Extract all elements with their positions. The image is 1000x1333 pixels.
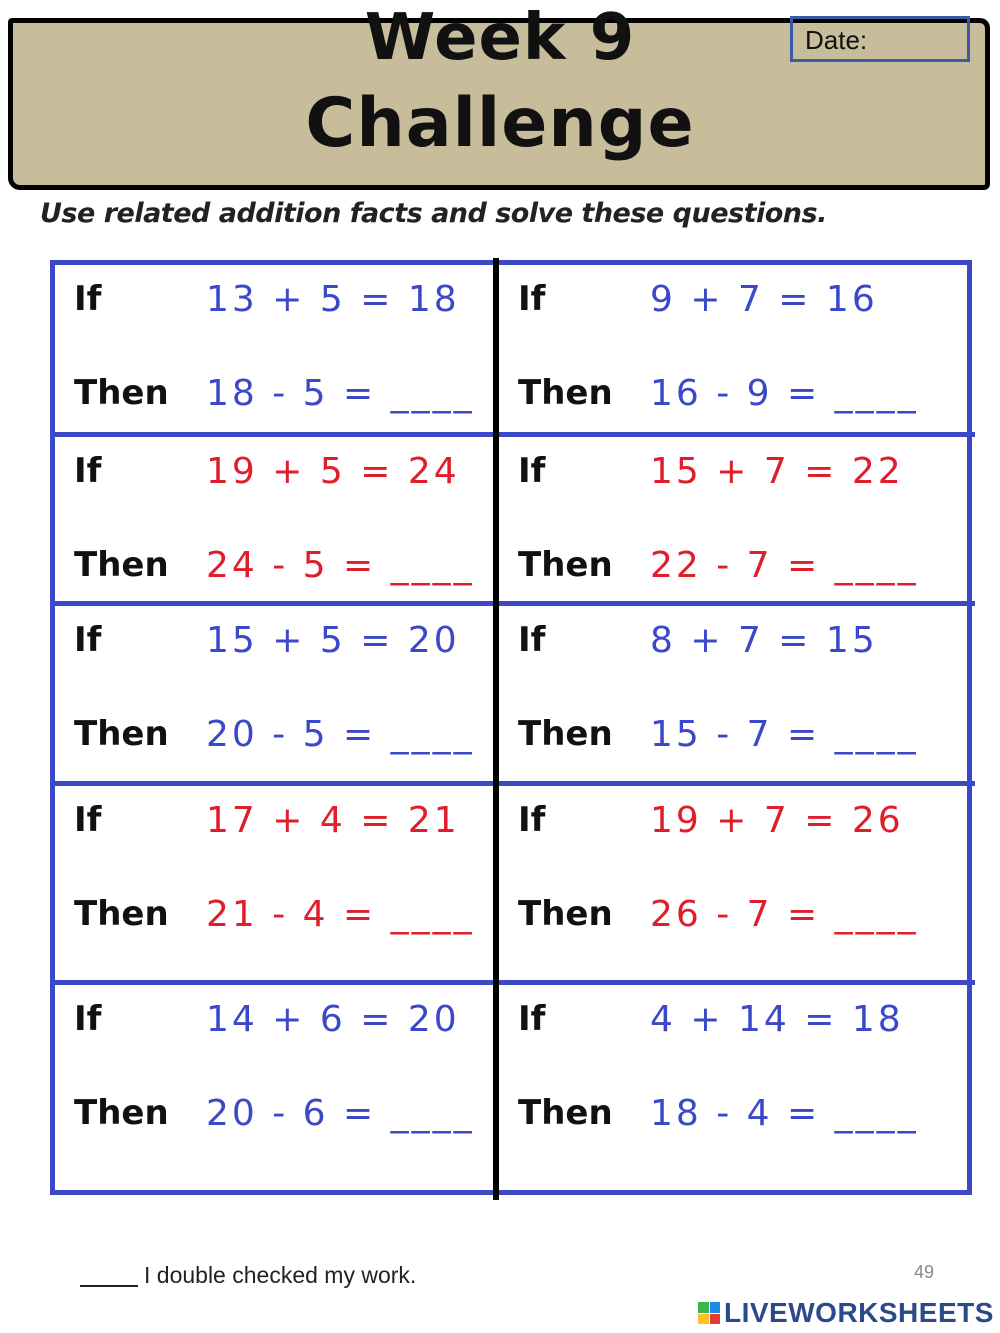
page-title-week: Week 9 [364,1,636,75]
date-field[interactable] [790,16,970,62]
then-equation[interactable]: 18 - 5 = ____ [206,373,475,414]
if-label: If [74,620,102,660]
then-label: Then [74,714,169,754]
if-equation: 8 + 7 = 15 [650,620,878,661]
if-label: If [74,800,102,840]
if-equation: 17 + 4 = 21 [206,800,460,841]
then-label: Then [74,373,169,413]
brand-logo [698,1296,994,1330]
if-label: If [518,620,546,660]
brand-icon [698,1302,720,1324]
if-label: If [518,279,546,319]
then-label: Then [518,714,613,754]
problem-cell [502,786,932,951]
column-divider [493,258,499,1200]
then-equation[interactable]: 24 - 5 = ____ [206,545,475,586]
if-equation: 14 + 6 = 20 [206,999,460,1040]
then-equation[interactable]: 16 - 9 = ____ [650,373,919,414]
then-equation[interactable]: 21 - 4 = ____ [206,894,475,935]
problem-cell [58,786,488,951]
if-equation: 13 + 5 = 18 [206,279,460,320]
problem-cell [502,437,932,602]
then-equation[interactable]: 22 - 7 = ____ [650,545,919,586]
if-label: If [74,451,102,491]
problem-cell [502,265,932,430]
then-equation[interactable]: 26 - 7 = ____ [650,894,919,935]
then-label: Then [518,894,613,934]
then-equation[interactable]: 20 - 6 = ____ [206,1093,475,1134]
then-label: Then [74,894,169,934]
then-label: Then [74,1093,169,1133]
then-label: Then [518,545,613,585]
problem-cell [502,606,932,771]
problem-cell [502,985,932,1150]
if-label: If [518,999,546,1039]
date-label: Date: [805,25,868,55]
self-check-label: I double checked my work. [144,1262,417,1288]
check-blank[interactable] [80,1285,138,1287]
if-label: If [518,451,546,491]
problem-cell [58,985,488,1150]
if-equation: 19 + 5 = 24 [206,451,460,492]
brand-name: LIVEWORKSHEETS [724,1297,994,1328]
instruction-text: Use related addition facts and solve these questions. [40,198,827,229]
if-equation: 15 + 5 = 20 [206,620,460,661]
self-check [80,1262,416,1289]
problem-cell [58,606,488,771]
page-title-challenge: Challenge [305,84,695,163]
if-label: If [74,279,102,319]
then-label: Then [518,1093,613,1133]
then-equation[interactable]: 18 - 4 = ____ [650,1093,919,1134]
if-equation: 9 + 7 = 16 [650,279,878,320]
then-label: Then [74,545,169,585]
if-equation: 19 + 7 = 26 [650,800,904,841]
page-number: 49 [914,1262,935,1282]
if-equation: 4 + 14 = 18 [650,999,904,1040]
then-label: Then [518,373,613,413]
then-equation[interactable]: 20 - 5 = ____ [206,714,475,755]
problem-cell [58,437,488,602]
problem-cell [58,265,488,430]
if-label: If [518,800,546,840]
if-label: If [74,999,102,1039]
then-equation[interactable]: 15 - 7 = ____ [650,714,919,755]
if-equation: 15 + 7 = 22 [650,451,904,492]
